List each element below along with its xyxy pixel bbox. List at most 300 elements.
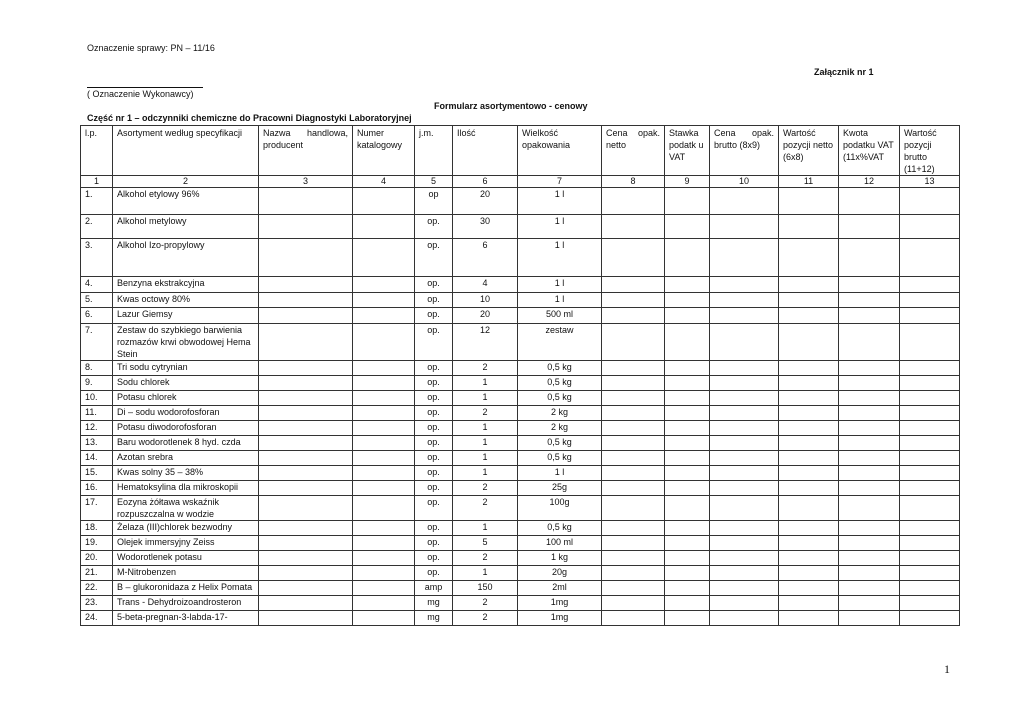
column-header-1: l.p.: [81, 126, 113, 176]
catalog-number-cell[interactable]: [353, 596, 415, 611]
gross-value-cell[interactable]: [900, 596, 960, 611]
gross-value-cell[interactable]: [900, 277, 960, 293]
vat-amount-cell[interactable]: [839, 611, 900, 626]
row-number: 17.: [81, 496, 113, 521]
vat-amount-cell[interactable]: [839, 239, 900, 277]
net-value-cell[interactable]: [779, 361, 839, 376]
vat-rate-cell[interactable]: [665, 496, 710, 521]
gross-price-cell[interactable]: [710, 536, 779, 551]
trade-name-cell[interactable]: [259, 308, 353, 324]
net-price-cell[interactable]: [602, 391, 665, 406]
catalog-number-cell[interactable]: [353, 308, 415, 324]
unit: op.: [415, 277, 453, 293]
gross-value-cell[interactable]: [900, 406, 960, 421]
net-value-cell[interactable]: [779, 521, 839, 536]
catalog-number-cell[interactable]: [353, 496, 415, 521]
vat-rate-cell[interactable]: [665, 536, 710, 551]
vat-amount-cell[interactable]: [839, 521, 900, 536]
catalog-number-cell[interactable]: [353, 536, 415, 551]
column-number-8: 8: [602, 176, 665, 188]
vat-rate-cell[interactable]: [665, 466, 710, 481]
vat-rate-cell[interactable]: [665, 481, 710, 496]
column-number-12: 12: [839, 176, 900, 188]
net-price-cell[interactable]: [602, 596, 665, 611]
gross-price-cell[interactable]: [710, 451, 779, 466]
package-size: 2 kg: [518, 421, 602, 436]
net-price-cell[interactable]: [602, 324, 665, 361]
net-value-cell[interactable]: [779, 481, 839, 496]
net-value-cell[interactable]: [779, 293, 839, 308]
net-value-cell[interactable]: [779, 611, 839, 626]
form-title: Formularz asortymentowo - cenowy: [434, 101, 588, 111]
vat-amount-cell[interactable]: [839, 551, 900, 566]
net-price-cell[interactable]: [602, 551, 665, 566]
catalog-number-cell[interactable]: [353, 239, 415, 277]
trade-name-cell[interactable]: [259, 451, 353, 466]
product-name: Trans - Dehydroizoandrosteron: [113, 596, 259, 611]
net-price-cell[interactable]: [602, 566, 665, 581]
gross-value-cell[interactable]: [900, 566, 960, 581]
unit: op: [415, 188, 453, 215]
catalog-number-cell[interactable]: [353, 391, 415, 406]
product-name: Di – sodu wodorofosforan: [113, 406, 259, 421]
catalog-number-cell[interactable]: [353, 277, 415, 293]
gross-value-cell[interactable]: [900, 308, 960, 324]
trade-name-cell[interactable]: [259, 239, 353, 277]
net-value-cell[interactable]: [779, 406, 839, 421]
table-row: [81, 239, 960, 277]
trade-name-cell[interactable]: [259, 406, 353, 421]
net-value-cell[interactable]: [779, 215, 839, 239]
catalog-number-cell[interactable]: [353, 293, 415, 308]
gross-value-cell[interactable]: [900, 215, 960, 239]
product-name: Żelaza (III)chlorek bezwodny: [113, 521, 259, 536]
product-name: Baru wodorotlenek 8 hyd. czda: [113, 436, 259, 451]
table-row: [81, 466, 960, 481]
net-price-cell[interactable]: [602, 308, 665, 324]
row-number: 4.: [81, 277, 113, 293]
vat-rate-cell[interactable]: [665, 451, 710, 466]
package-size: 25g: [518, 481, 602, 496]
net-price-cell[interactable]: [602, 188, 665, 215]
column-header-8: Cena opak. netto: [602, 126, 665, 176]
net-price-cell[interactable]: [602, 481, 665, 496]
vat-amount-cell[interactable]: [839, 308, 900, 324]
unit: mg: [415, 611, 453, 626]
vat-rate-cell[interactable]: [665, 581, 710, 596]
catalog-number-cell[interactable]: [353, 611, 415, 626]
column-number-9: 9: [665, 176, 710, 188]
gross-value-cell[interactable]: [900, 293, 960, 308]
package-size: 1 kg: [518, 551, 602, 566]
quantity: 4: [453, 277, 518, 293]
gross-price-cell[interactable]: [710, 421, 779, 436]
unit: op.: [415, 421, 453, 436]
gross-price-cell[interactable]: [710, 324, 779, 361]
table-row: [81, 611, 960, 626]
quantity: 20: [453, 308, 518, 324]
table-row: [81, 521, 960, 536]
trade-name-cell[interactable]: [259, 581, 353, 596]
row-number: 18.: [81, 521, 113, 536]
vat-amount-cell[interactable]: [839, 324, 900, 361]
net-price-cell[interactable]: [602, 536, 665, 551]
vat-rate-cell[interactable]: [665, 611, 710, 626]
trade-name-cell[interactable]: [259, 188, 353, 215]
net-price-cell[interactable]: [602, 496, 665, 521]
vat-rate-cell[interactable]: [665, 308, 710, 324]
trade-name-cell[interactable]: [259, 324, 353, 361]
package-size: 1 l: [518, 293, 602, 308]
row-number: 7.: [81, 324, 113, 361]
gross-price-cell[interactable]: [710, 596, 779, 611]
vat-amount-cell[interactable]: [839, 451, 900, 466]
quantity: 1: [453, 391, 518, 406]
product-name: M-Nitrobenzen: [113, 566, 259, 581]
product-name: Zestaw do szybkiego barwienia rozmazów krwi obwodowej Hema Stein: [113, 324, 259, 361]
gross-price-cell[interactable]: [710, 481, 779, 496]
net-value-cell[interactable]: [779, 566, 839, 581]
net-price-cell[interactable]: [602, 239, 665, 277]
catalog-number-cell[interactable]: [353, 466, 415, 481]
catalog-number-cell[interactable]: [353, 436, 415, 451]
package-size: 0,5 kg: [518, 436, 602, 451]
vat-rate-cell[interactable]: [665, 293, 710, 308]
quantity: 10: [453, 293, 518, 308]
vat-rate-cell[interactable]: [665, 188, 710, 215]
net-value-cell[interactable]: [779, 466, 839, 481]
gross-price-cell[interactable]: [710, 581, 779, 596]
unit: op.: [415, 451, 453, 466]
unit: op.: [415, 391, 453, 406]
trade-name-cell[interactable]: [259, 421, 353, 436]
column-number-1: 1: [81, 176, 113, 188]
column-header-12: Kwota podatku VAT (11x%VAT: [839, 126, 900, 176]
vat-rate-cell[interactable]: [665, 376, 710, 391]
row-number: 23.: [81, 596, 113, 611]
package-size: 1mg: [518, 596, 602, 611]
vat-amount-cell[interactable]: [839, 293, 900, 308]
vat-rate-cell[interactable]: [665, 277, 710, 293]
net-price-cell[interactable]: [602, 215, 665, 239]
net-price-cell[interactable]: [602, 406, 665, 421]
table-row: [81, 451, 960, 466]
gross-value-cell[interactable]: [900, 521, 960, 536]
gross-price-cell[interactable]: [710, 551, 779, 566]
gross-price-cell[interactable]: [710, 611, 779, 626]
vat-rate-cell[interactable]: [665, 361, 710, 376]
product-name: Alkohol metylowy: [113, 215, 259, 239]
net-value-cell[interactable]: [779, 391, 839, 406]
column-number-2: 2: [113, 176, 259, 188]
trade-name-cell[interactable]: [259, 466, 353, 481]
unit: op.: [415, 566, 453, 581]
gross-value-cell[interactable]: [900, 536, 960, 551]
vat-rate-cell[interactable]: [665, 215, 710, 239]
unit: mg: [415, 596, 453, 611]
quantity: 1: [453, 376, 518, 391]
net-value-cell[interactable]: [779, 596, 839, 611]
package-size: 0,5 kg: [518, 391, 602, 406]
vat-amount-cell[interactable]: [839, 188, 900, 215]
product-name: Potasu chlorek: [113, 391, 259, 406]
row-number: 11.: [81, 406, 113, 421]
column-number-10: 10: [710, 176, 779, 188]
net-value-cell[interactable]: [779, 551, 839, 566]
unit: op.: [415, 406, 453, 421]
vat-rate-cell[interactable]: [665, 596, 710, 611]
gross-price-cell[interactable]: [710, 239, 779, 277]
catalog-number-cell[interactable]: [353, 361, 415, 376]
net-value-cell[interactable]: [779, 324, 839, 361]
net-value-cell[interactable]: [779, 239, 839, 277]
gross-value-cell[interactable]: [900, 421, 960, 436]
gross-value-cell[interactable]: [900, 361, 960, 376]
gross-price-cell[interactable]: [710, 188, 779, 215]
column-header-2: Asortyment według specyfikacji: [113, 126, 259, 176]
net-price-cell[interactable]: [602, 361, 665, 376]
vat-amount-cell[interactable]: [839, 421, 900, 436]
row-number: 3.: [81, 239, 113, 277]
unit: op.: [415, 361, 453, 376]
gross-price-cell[interactable]: [710, 215, 779, 239]
catalog-number-cell[interactable]: [353, 481, 415, 496]
vat-rate-cell[interactable]: [665, 521, 710, 536]
net-value-cell[interactable]: [779, 376, 839, 391]
package-size: 100g: [518, 496, 602, 521]
quantity: 12: [453, 324, 518, 361]
quantity: 2: [453, 406, 518, 421]
net-value-cell[interactable]: [779, 188, 839, 215]
trade-name-cell[interactable]: [259, 436, 353, 451]
net-price-cell[interactable]: [602, 611, 665, 626]
unit: op.: [415, 536, 453, 551]
trade-name-cell[interactable]: [259, 521, 353, 536]
gross-value-cell[interactable]: [900, 496, 960, 521]
vat-rate-cell[interactable]: [665, 421, 710, 436]
net-price-cell[interactable]: [602, 293, 665, 308]
product-name: Tri sodu cytrynian: [113, 361, 259, 376]
annex-label: Załącznik nr 1: [814, 67, 874, 77]
column-header-9: Stawka podatk u VAT: [665, 126, 710, 176]
catalog-number-cell[interactable]: [353, 376, 415, 391]
product-name: Potasu diwodorofosforan: [113, 421, 259, 436]
gross-price-cell[interactable]: [710, 308, 779, 324]
trade-name-cell[interactable]: [259, 277, 353, 293]
net-price-cell[interactable]: [602, 436, 665, 451]
gross-value-cell[interactable]: [900, 376, 960, 391]
product-name: Hematoksylina dla mikroskopii: [113, 481, 259, 496]
trade-name-cell[interactable]: [259, 551, 353, 566]
unit: op.: [415, 239, 453, 277]
gross-value-cell[interactable]: [900, 581, 960, 596]
column-number-row: [81, 176, 960, 188]
gross-price-cell[interactable]: [710, 566, 779, 581]
package-size: 1 l: [518, 215, 602, 239]
net-value-cell[interactable]: [779, 277, 839, 293]
gross-price-cell[interactable]: [710, 521, 779, 536]
trade-name-cell[interactable]: [259, 611, 353, 626]
vat-amount-cell[interactable]: [839, 566, 900, 581]
contractor-signature-line: [87, 87, 203, 88]
trade-name-cell[interactable]: [259, 566, 353, 581]
gross-value-cell[interactable]: [900, 611, 960, 626]
quantity: 5: [453, 536, 518, 551]
net-price-cell[interactable]: [602, 521, 665, 536]
catalog-number-cell[interactable]: [353, 215, 415, 239]
package-size: 1 l: [518, 188, 602, 215]
gross-value-cell[interactable]: [900, 551, 960, 566]
net-value-cell[interactable]: [779, 496, 839, 521]
row-number: 9.: [81, 376, 113, 391]
vat-amount-cell[interactable]: [839, 376, 900, 391]
net-price-cell[interactable]: [602, 277, 665, 293]
vat-amount-cell[interactable]: [839, 496, 900, 521]
column-number-13: 13: [900, 176, 960, 188]
gross-price-cell[interactable]: [710, 277, 779, 293]
column-header-row: [81, 126, 960, 176]
gross-price-cell[interactable]: [710, 293, 779, 308]
trade-name-cell[interactable]: [259, 596, 353, 611]
net-price-cell[interactable]: [602, 581, 665, 596]
table-row: [81, 496, 960, 521]
unit: op.: [415, 436, 453, 451]
row-number: 24.: [81, 611, 113, 626]
row-number: 14.: [81, 451, 113, 466]
vat-amount-cell[interactable]: [839, 391, 900, 406]
vat-rate-cell[interactable]: [665, 566, 710, 581]
catalog-number-cell[interactable]: [353, 324, 415, 361]
vat-rate-cell[interactable]: [665, 436, 710, 451]
gross-value-cell[interactable]: [900, 436, 960, 451]
vat-rate-cell[interactable]: [665, 239, 710, 277]
product-name: Wodorotlenek potasu: [113, 551, 259, 566]
net-price-cell[interactable]: [602, 451, 665, 466]
row-number: 16.: [81, 481, 113, 496]
net-price-cell[interactable]: [602, 421, 665, 436]
net-price-cell[interactable]: [602, 466, 665, 481]
unit: amp: [415, 581, 453, 596]
gross-price-cell[interactable]: [710, 391, 779, 406]
net-value-cell[interactable]: [779, 451, 839, 466]
catalog-number-cell[interactable]: [353, 406, 415, 421]
net-value-cell[interactable]: [779, 536, 839, 551]
net-value-cell[interactable]: [779, 581, 839, 596]
gross-price-cell[interactable]: [710, 436, 779, 451]
vat-rate-cell[interactable]: [665, 406, 710, 421]
quantity: 20: [453, 188, 518, 215]
package-size: 1 l: [518, 239, 602, 277]
net-value-cell[interactable]: [779, 421, 839, 436]
row-number: 15.: [81, 466, 113, 481]
product-name: Olejek immersyjny Zeiss: [113, 536, 259, 551]
gross-value-cell[interactable]: [900, 451, 960, 466]
unit: op.: [415, 466, 453, 481]
gross-price-cell[interactable]: [710, 496, 779, 521]
unit: op.: [415, 376, 453, 391]
gross-price-cell[interactable]: [710, 406, 779, 421]
net-value-cell[interactable]: [779, 436, 839, 451]
vat-amount-cell[interactable]: [839, 481, 900, 496]
gross-value-cell[interactable]: [900, 239, 960, 277]
trade-name-cell[interactable]: [259, 376, 353, 391]
net-value-cell[interactable]: [779, 308, 839, 324]
quantity: 1: [453, 521, 518, 536]
column-header-3: Nazwa handlowa, producent: [259, 126, 353, 176]
vat-amount-cell[interactable]: [839, 581, 900, 596]
column-header-4: Numer katalogowy: [353, 126, 415, 176]
quantity: 6: [453, 239, 518, 277]
quantity: 1: [453, 436, 518, 451]
quantity: 2: [453, 611, 518, 626]
gross-price-cell[interactable]: [710, 361, 779, 376]
product-name: Alkohol Izo-propylowy: [113, 239, 259, 277]
vat-amount-cell[interactable]: [839, 596, 900, 611]
gross-value-cell[interactable]: [900, 188, 960, 215]
product-name: Alkohol etylowy 96%: [113, 188, 259, 215]
catalog-number-cell[interactable]: [353, 551, 415, 566]
trade-name-cell[interactable]: [259, 293, 353, 308]
gross-value-cell[interactable]: [900, 481, 960, 496]
catalog-number-cell[interactable]: [353, 188, 415, 215]
trade-name-cell[interactable]: [259, 496, 353, 521]
trade-name-cell[interactable]: [259, 536, 353, 551]
row-number: 1.: [81, 188, 113, 215]
gross-price-cell[interactable]: [710, 466, 779, 481]
quantity: 150: [453, 581, 518, 596]
net-price-cell[interactable]: [602, 376, 665, 391]
vat-amount-cell[interactable]: [839, 277, 900, 293]
gross-value-cell[interactable]: [900, 324, 960, 361]
quantity: 1: [453, 466, 518, 481]
catalog-number-cell[interactable]: [353, 421, 415, 436]
unit: op.: [415, 293, 453, 308]
catalog-number-cell[interactable]: [353, 566, 415, 581]
row-number: 19.: [81, 536, 113, 551]
table-row: [81, 596, 960, 611]
table-row: [81, 406, 960, 421]
vat-rate-cell[interactable]: [665, 324, 710, 361]
catalog-number-cell[interactable]: [353, 581, 415, 596]
vat-rate-cell[interactable]: [665, 551, 710, 566]
trade-name-cell[interactable]: [259, 481, 353, 496]
quantity: 1: [453, 451, 518, 466]
table-row: [81, 215, 960, 239]
trade-name-cell[interactable]: [259, 391, 353, 406]
vat-amount-cell[interactable]: [839, 215, 900, 239]
unit: op.: [415, 324, 453, 361]
table-row: [81, 436, 960, 451]
gross-price-cell[interactable]: [710, 376, 779, 391]
vat-rate-cell[interactable]: [665, 391, 710, 406]
vat-amount-cell[interactable]: [839, 406, 900, 421]
catalog-number-cell[interactable]: [353, 521, 415, 536]
column-header-13: Wartość pozycji brutto (11+12): [900, 126, 960, 176]
catalog-number-cell[interactable]: [353, 451, 415, 466]
trade-name-cell[interactable]: [259, 361, 353, 376]
vat-amount-cell[interactable]: [839, 466, 900, 481]
unit: op.: [415, 481, 453, 496]
product-name: Lazur Giemsy: [113, 308, 259, 324]
column-header-10: Cena opak. brutto (8x9): [710, 126, 779, 176]
gross-value-cell[interactable]: [900, 391, 960, 406]
vat-amount-cell[interactable]: [839, 536, 900, 551]
trade-name-cell[interactable]: [259, 215, 353, 239]
column-number-5: 5: [415, 176, 453, 188]
vat-amount-cell[interactable]: [839, 361, 900, 376]
gross-value-cell[interactable]: [900, 466, 960, 481]
vat-amount-cell[interactable]: [839, 436, 900, 451]
